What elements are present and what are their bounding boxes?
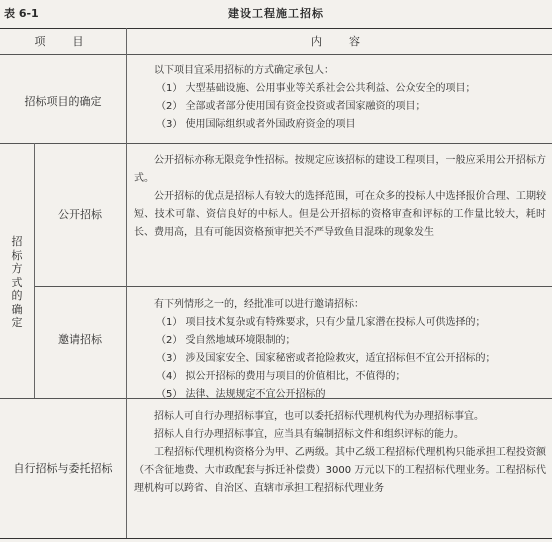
row-divider-1 — [0, 143, 552, 144]
invite-item-3: （3） 涉及国家安全、国家秘密或者抢险救灾，适宜招标但不宜公开招标的； — [156, 353, 496, 364]
label-method-group — [0, 235, 34, 330]
table-number: 表 6-1 — [4, 7, 39, 20]
label-open-tendering: 公开招标 — [58, 208, 102, 221]
determination-item-3: （3） 使用国际组织或者外国政府资金的项目 — [156, 119, 356, 130]
content-open-tendering — [134, 152, 546, 242]
header-item: 项 目 — [34, 35, 92, 48]
label-project-determination: 招标项目的确定 — [24, 95, 102, 108]
determination-item-2: （2） 全部或者部分使用国有资金投资或者国家融资的项目； — [156, 101, 426, 112]
open-paragraph-2: 公开招标的优点是招标人有较大的选择范围，可在众多的投标人中选择报价合理、工期较短、技术可靠、资信良好的中标人。但是公开招标的资格审查和评标的工作量比较大，耗时长、费用高，且有可能因资格预审把关不严导致鱼目混珠的现象发生 — [134, 191, 546, 238]
content-self-or-agency — [134, 408, 546, 498]
group-column-divider — [34, 143, 35, 398]
label-self-or-agency: 自行招标与委托招标 — [13, 462, 113, 475]
invite-intro: 有下列情形之一的，经批准可以进行邀请招标： — [154, 299, 364, 310]
invite-item-2: （2） 受自然地域环境限制的； — [156, 335, 296, 346]
determination-intro: 以下项目宜采用招标的方式确定承包人： — [154, 65, 334, 76]
invite-item-4: （4） 拟公开招标的费用与项目的价值相比，不值得的； — [156, 371, 406, 382]
table-title: 建设工程施工招标 — [228, 7, 324, 20]
content-project-determination — [134, 62, 546, 134]
self-paragraph-2: 招标人自行办理招标事宜，应当具有编制招标文件和组织评标的能力。 — [154, 429, 464, 440]
group-char: 方 — [11, 262, 23, 275]
group-char: 式 — [11, 275, 23, 289]
table-top-border — [0, 28, 552, 29]
column-divider — [126, 28, 127, 538]
content-invited-tendering — [134, 296, 546, 404]
row-divider-2 — [34, 286, 552, 287]
header-content: 内 容 — [311, 35, 368, 48]
label-invited-tendering: 邀请招标 — [58, 333, 102, 346]
group-char: 标 — [11, 248, 23, 262]
header-divider — [0, 54, 552, 55]
table-bottom-border — [0, 538, 552, 539]
open-paragraph-1: 公开招标亦称无限竞争性招标。按规定应该招标的建设工程项目，一般应采用公开招标方式。 — [134, 155, 546, 184]
group-char: 招 — [11, 235, 23, 248]
self-paragraph-3: 工程招标代理机构资格分为甲、乙两级。其中乙级工程招标代理机构只能承担工程投资额（不含征地费、大市政配套与拆迁补偿费）3000 万元以下的工程招标代理业务。工程招标代理机构可以跨省、自治区、直辖市承担工程招标代理业务 — [134, 447, 546, 494]
invite-item-5: （5） 法律、法规规定不宜公开招标的 — [156, 389, 326, 400]
determination-item-1: （1） 大型基础设施、公用事业等关系社会公共利益、公众安全的项目； — [156, 83, 476, 94]
group-char: 的 — [11, 289, 23, 302]
invite-item-1: （1） 项目技术复杂或有特殊要求，只有少量几家潜在投标人可供选择的； — [156, 317, 486, 328]
group-char: 定 — [11, 316, 23, 329]
group-char: 确 — [11, 302, 23, 316]
self-paragraph-1: 招标人可自行办理招标事宜，也可以委托招标代理机构代为办理招标事宜。 — [154, 411, 484, 422]
